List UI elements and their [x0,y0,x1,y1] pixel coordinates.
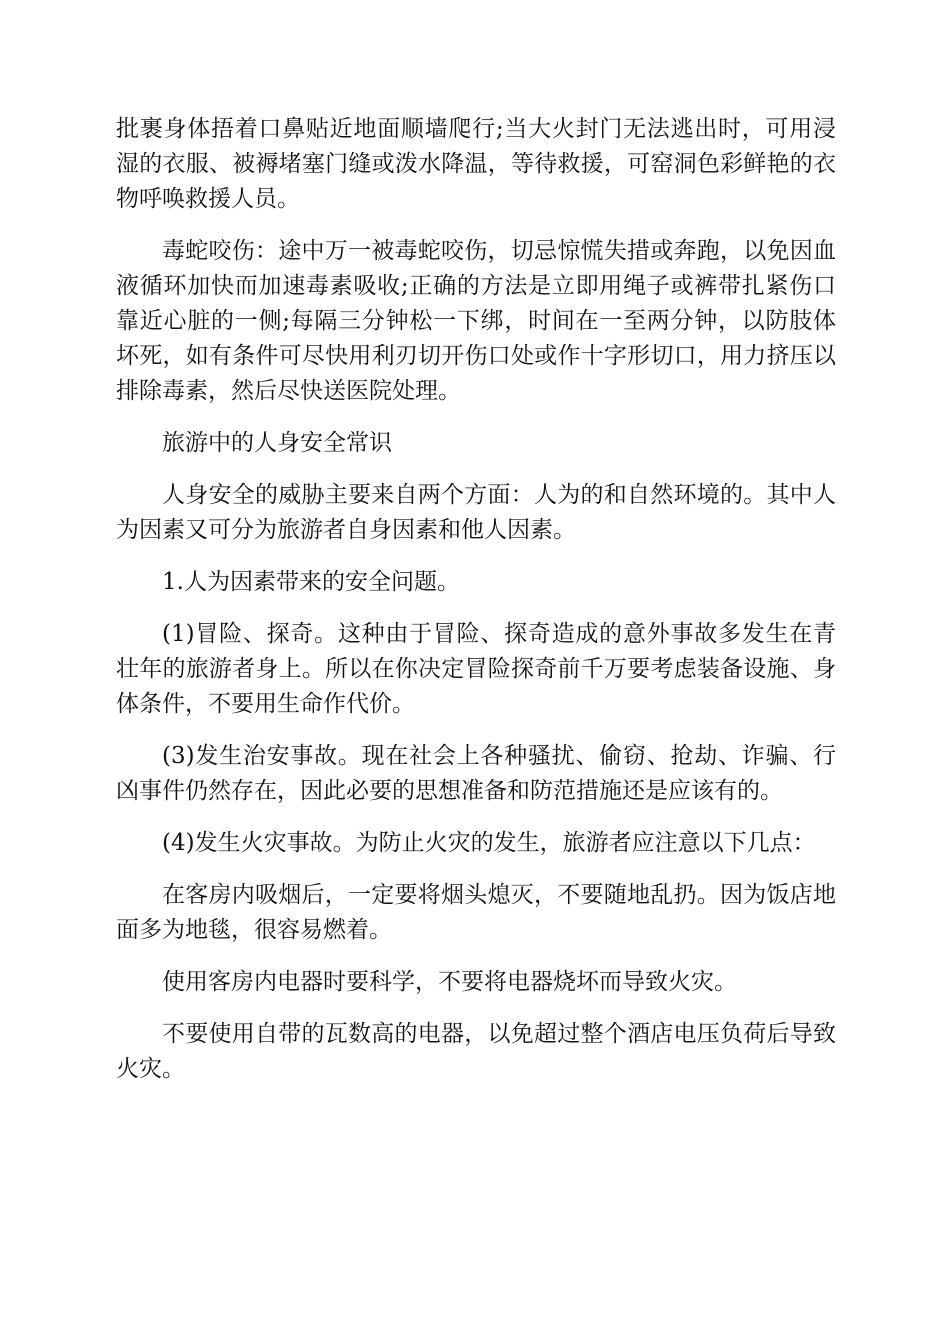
paragraph-fire-escape: 批裹身体捂着口鼻贴近地面顺墙爬行;当大火封门无法逃出时，可用浸湿的衣服、被褥堵塞门缝或泼水降温，等待救援，可窑洞色彩鲜艳的衣物呼唤救援人员。 [116,116,836,212]
section-heading-personal-safety: 旅游中的人身安全常识 [162,430,392,456]
paragraph-safety-threats: 人身安全的威胁主要来自两个方面：人为的和自然环境的。其中人为因素又可分为旅游者自身因素和他人因素。 [116,482,836,543]
paragraph-smoking: 在客房内吸烟后，一定要将烟头熄灭，不要随地乱扔。因为饭店地面多为地毯，很容易燃着。 [116,882,836,943]
paragraph-high-wattage: 不要使用自带的瓦数高的电器，以免超过整个酒店电压负荷后导致火灾。 [116,1021,836,1082]
paragraph-snake-bite: 毒蛇咬伤：途中万一被毒蛇咬伤，切忌惊慌失措或奔跑，以免因血液循环加快而加速毒素吸收;正确的方法是立即用绳子或裤带扎紧伤口靠近心脏的一侧;每隔三分钟松一下绑，时间在一至两分钟，以防肢体坏死，如有条件可尽快用利刃切开伤口处或作十字形切口，用力挤压以排除毒素，然后尽快送医院处理。 [116,238,836,404]
paragraph-fire-incidents: (4)发生火灾事故。为防止火灾的发生，旅游者应注意以下几点： [162,830,816,856]
paragraph-human-factors: 1.人为因素带来的安全问题。 [162,569,460,595]
document-body [116,112,836,1104]
paragraph-security-incidents: (3)发生治安事故。现在社会上各种骚扰、偷窃、抢劫、诈骗、行凶事件仍然存在，因此必要的思想准备和防范措施还是应该有的。 [116,743,836,804]
paragraph-adventure: (1)冒险、探奇。这种由于冒险、探奇造成的意外事故多发生在青壮年的旅游者身上。所以在你决定冒险探奇前千万要考虑装备设施、身体条件，不要用生命作代价。 [116,621,836,717]
paragraph-appliances: 使用客房内电器时要科学，不要将电器烧坏而导致火灾。 [162,969,737,995]
